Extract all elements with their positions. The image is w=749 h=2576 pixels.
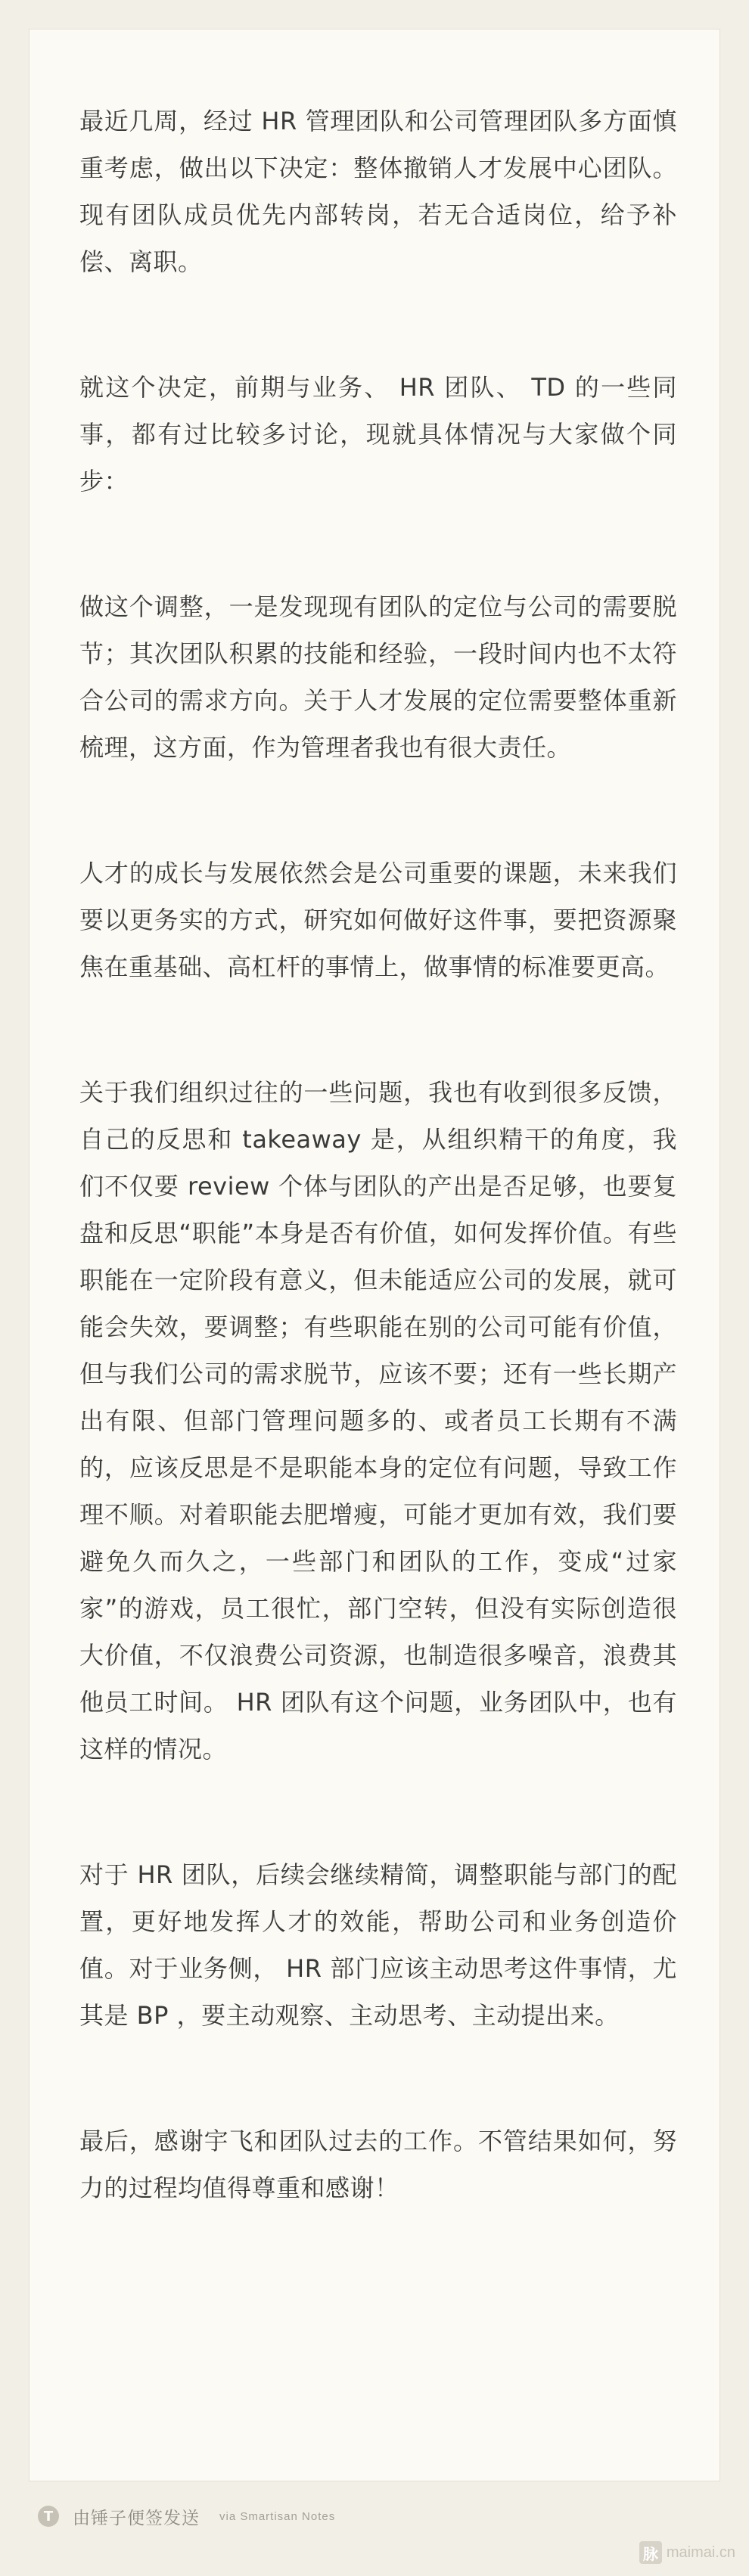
note-footer [29, 2494, 720, 2539]
note-paragraph: 就这个决定，前期与业务、 HR 团队、 TD 的一些同事，都有过比较多讨论，现就具体情况与大家做个同步： [79, 373, 677, 496]
note-paragraph: 关于我们组织过往的一些问题，我也有收到很多反馈，自己的反思和 takeaway 是，从组织精干的角度，我们不仅要 review 个体与团队的产出是否足够，也要复盘和反思“职能”本身是否有价值，如何发挥价值。有些职能在一定阶段有意义，但未能适应公司的发展，就可能会失效，要调整；有些职能在别的公司可能有价值，但与我们公司的需求脱节，应该不要；还有一些长期产出有限、但部门管理问题多的、或者员工长期有不满的，应该反思是不是职能本身的定位有问题，导致工作理不顺。对着职能去肥增瘦，可能才更加有效，我们要避免久而久之，一些部门和团队的工作，变成“过家家”的游戏，员工很忙，部门空转，但没有实际创造很大价值，不仅浪费公司资源，也制造很多噪音，浪费其他员工时间。 HR 团队有这个问题，业务团队中，也有这样的情况。 [79, 1078, 677, 1763]
note-paragraph: 人才的成长与发展依然会是公司重要的课题，未来我们要以更务实的方式，研究如何做好这件事，要把资源聚焦在重基础、高杠杆的事情上，做事情的标准要更高。 [79, 859, 677, 981]
note-card [29, 29, 720, 2481]
note-paragraph: 做这个调整，一是发现现有团队的定位与公司的需要脱节；其次团队积累的技能和经验，一段时间内也不太符合公司的需求方向。关于人才发展的定位需要整体重新梳理，这方面，作为管理者我也有很大责任。 [79, 592, 677, 762]
note-paragraph: 对于 HR 团队，后续会继续精简，调整职能与部门的配置，更好地发挥人才的效能，帮助公司和业务创造价值。对于业务侧， HR 部门应该主动思考这件事情，尤其是 BP ，要主动观察、主动思考、主动提出来。 [79, 1860, 677, 2030]
footer-app-name: via Smartisan Notes [219, 2509, 336, 2523]
footer-sent-via-text: 由锤子便签发送 [73, 2508, 200, 2528]
note-paragraph: 最后，感谢宇飞和团队过去的工作。不管结果如何，努力的过程均值得尊重和感谢！ [79, 2127, 677, 2202]
maimai-watermark [639, 2541, 735, 2564]
note-paragraph: 最近几周，经过 HR 管理团队和公司管理团队多方面慎重考虑，做出以下决定：整体撤销人才发展中心团队。现有团队成员优先内部转岗，若无合适岗位，给予补偿、离职。 [79, 107, 677, 276]
watermark-text: maimai.cn [666, 2543, 735, 2561]
smartisan-logo-icon: T [38, 2506, 59, 2527]
maimai-logo-icon: 脉 [639, 2541, 662, 2564]
